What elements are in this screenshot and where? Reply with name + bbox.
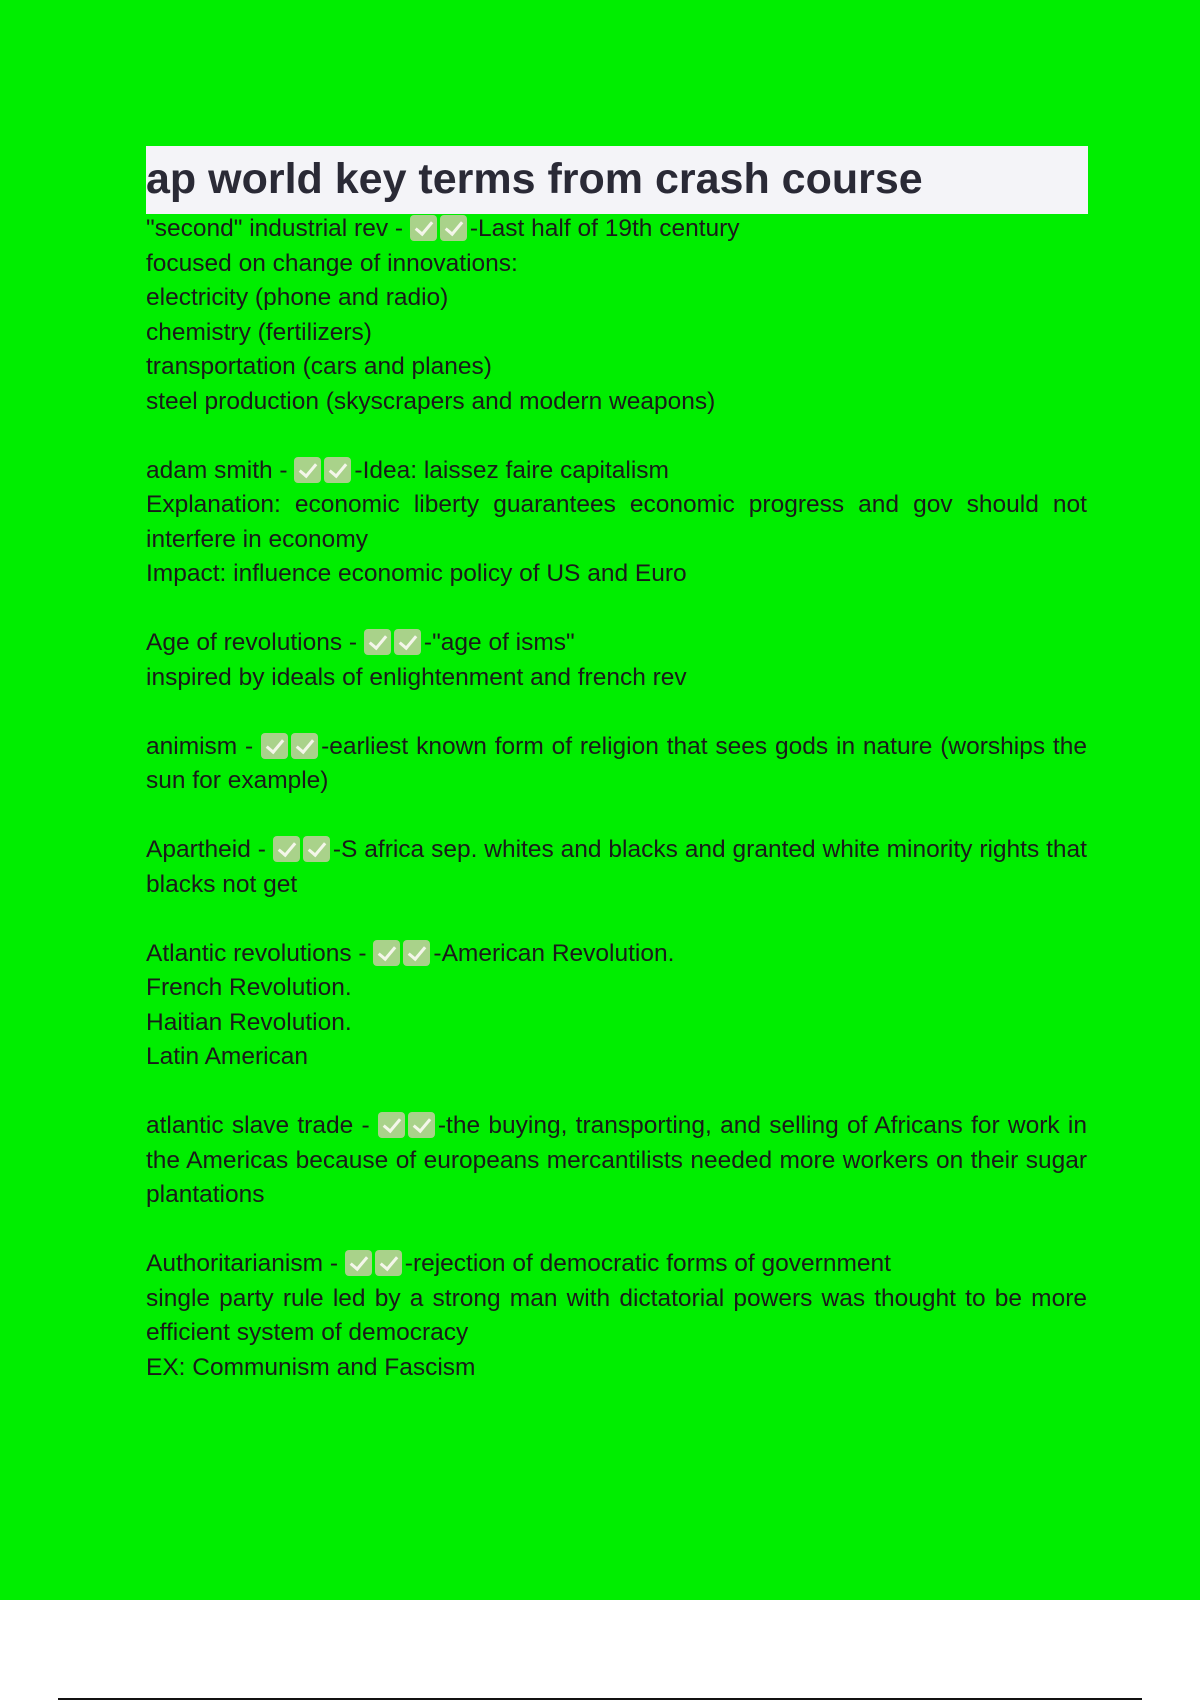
detail-line: Explanation: economic liberty guarantees economic progress and gov should not interfere in economy — [146, 491, 1087, 553]
term-entry — [146, 1109, 1087, 1213]
check-marks — [378, 1112, 438, 1139]
term-label: atlantic slave trade - — [146, 1112, 378, 1139]
check-mark-icon — [410, 215, 437, 241]
term-definition: -Idea: laissez faire capitalism — [354, 456, 669, 484]
check-mark-icon — [261, 733, 288, 759]
term-definition: -the buying, transporting, and selling of Africans for work in the Americas because of europeans mercantilists needed more workers on their sugar plantations — [146, 1112, 1087, 1208]
term-line — [146, 1247, 1087, 1282]
term-label: Atlantic revolutions - — [146, 939, 374, 967]
detail-line: single party rule led by a strong man with dictatorial powers was thought to be more efficient system of democracy — [146, 1284, 1087, 1346]
term-label: Authoritarianism - — [146, 1250, 345, 1277]
title-banner — [146, 146, 1088, 214]
check-mark-icon — [364, 629, 391, 655]
term-entry — [146, 937, 1087, 1075]
check-mark-icon — [408, 1112, 435, 1138]
check-mark-icon — [403, 940, 430, 966]
detail-line: Haitian Revolution. — [146, 1008, 352, 1036]
term-line — [146, 730, 1087, 799]
term-entry — [146, 730, 1087, 799]
term-entry — [146, 212, 1087, 419]
detail-line: chemistry (fertilizers) — [146, 318, 372, 346]
detail-line: steel production (skyscrapers and modern weapons) — [146, 387, 716, 415]
page-title: ap world key terms from crash course — [146, 155, 923, 203]
check-marks — [364, 629, 424, 656]
check-marks — [261, 733, 321, 760]
check-mark-icon — [373, 940, 400, 966]
term-definition: -Last half of 19th century — [469, 215, 740, 242]
term-definition: -rejection of democratic forms of government — [404, 1250, 891, 1277]
check-marks — [345, 1250, 405, 1277]
check-mark-icon — [273, 836, 300, 862]
term-line — [146, 626, 1087, 661]
check-mark-icon — [294, 457, 321, 483]
check-marks — [373, 940, 433, 967]
check-marks — [294, 457, 354, 484]
check-marks — [410, 215, 470, 242]
term-entry — [146, 454, 1087, 592]
term-label: adam smith - — [146, 456, 295, 484]
term-entry — [146, 833, 1087, 902]
check-mark-icon — [324, 457, 351, 483]
term-label: animism - — [146, 732, 262, 760]
check-marks — [273, 836, 333, 863]
term-line — [146, 833, 1087, 902]
term-line — [146, 937, 1087, 972]
term-label: "second" industrial rev - — [146, 215, 410, 242]
term-definition: -earliest known form of religion that sees gods in nature (worships the sun for example) — [146, 732, 1087, 794]
term-line — [146, 212, 1087, 247]
detail-line: EX: Communism and Fascism — [146, 1353, 476, 1381]
check-mark-icon — [375, 1250, 402, 1276]
term-definition: -American Revolution. — [433, 939, 675, 967]
check-mark-icon — [303, 836, 330, 862]
term-definition: -"age of isms" — [423, 629, 575, 656]
term-line — [146, 1109, 1087, 1213]
check-mark-icon — [378, 1112, 405, 1138]
detail-line: Latin American — [146, 1043, 309, 1070]
detail-line: transportation (cars and planes) — [146, 353, 492, 380]
term-definition: -S africa sep. whites and blacks and granted white minority rights that blacks not get — [146, 836, 1087, 898]
term-entry — [146, 626, 1087, 695]
term-entry — [146, 1247, 1087, 1385]
detail-line: electricity (phone and radio) — [146, 284, 449, 311]
term-label: Age of revolutions - — [146, 629, 364, 656]
check-mark-icon — [345, 1250, 372, 1276]
detail-line: inspired by ideals of enlightenment and french rev — [146, 663, 687, 691]
terms-list — [146, 212, 1087, 1420]
detail-line: Impact: influence economic policy of US and Euro — [146, 560, 687, 587]
detail-line: French Revolution. — [146, 974, 352, 1001]
check-mark-icon — [394, 629, 421, 655]
check-mark-icon — [291, 733, 318, 759]
check-mark-icon — [440, 215, 467, 241]
detail-line: focused on change of innovations: — [146, 249, 518, 277]
term-line — [146, 454, 1087, 489]
term-label: Apartheid - — [146, 836, 273, 863]
